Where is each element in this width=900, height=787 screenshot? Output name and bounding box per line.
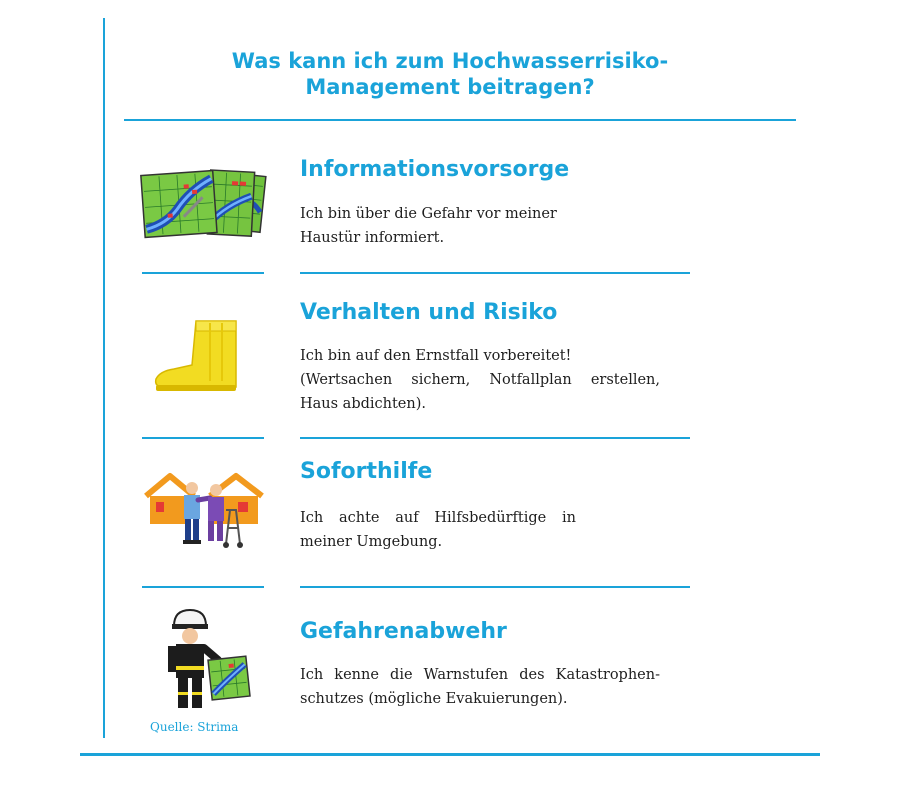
text-line: Haus abdichten). xyxy=(300,396,426,412)
text-line: Ich achte auf Hilfsbedürftige in xyxy=(300,510,576,526)
section-text-soforthilfe xyxy=(300,506,576,554)
section-heading-informationsvorsorge: Informationsvorsorge xyxy=(300,157,570,182)
title-divider xyxy=(124,119,796,121)
text-line: meiner Umgebung. xyxy=(300,534,443,550)
section-text-gefahrenabwehr xyxy=(300,663,660,711)
text-line: Haustür informiert. xyxy=(300,230,445,246)
section-divider-long xyxy=(300,272,690,274)
page-title-line-1: Was kann ich zum Hochwasserrisiko- xyxy=(231,49,669,73)
section-divider-short xyxy=(142,437,264,439)
section-heading-soforthilfe: Soforthilfe xyxy=(300,459,433,484)
rubber-boot-icon xyxy=(152,315,242,399)
text-line: Ich bin über die Gefahr vor meiner xyxy=(300,206,557,222)
helping-people-icon xyxy=(140,470,265,554)
page-title xyxy=(200,48,700,100)
section-divider-long xyxy=(300,437,690,439)
page-title-line-2: Management beitragen? xyxy=(305,75,595,99)
flood-maps-icon xyxy=(137,165,267,244)
section-divider-short xyxy=(142,272,264,274)
text-line: Ich bin auf den Ernstfall vorbereitet! xyxy=(300,348,572,364)
section-text-verhalten-und-risiko xyxy=(300,344,660,416)
text-line: schutzes (mögliche Evakuierungen). xyxy=(300,691,568,707)
section-heading-gefahrenabwehr: Gefahrenabwehr xyxy=(300,619,507,644)
left-vertical-rule xyxy=(103,18,105,738)
firefighter-map-icon xyxy=(160,608,255,722)
source-credit: Quelle: Strima xyxy=(150,720,239,734)
section-text-informationsvorsorge xyxy=(300,202,660,250)
text-line: (Wertsachen sichern, Notfallplan erstellen, xyxy=(300,372,660,388)
section-heading-verhalten-und-risiko: Verhalten und Risiko xyxy=(300,300,558,325)
bottom-rule xyxy=(80,753,820,756)
section-divider-long xyxy=(300,586,690,588)
section-divider-short xyxy=(142,586,264,588)
text-line: Ich kenne die Warnstufen des Katastrophen- xyxy=(300,667,660,683)
